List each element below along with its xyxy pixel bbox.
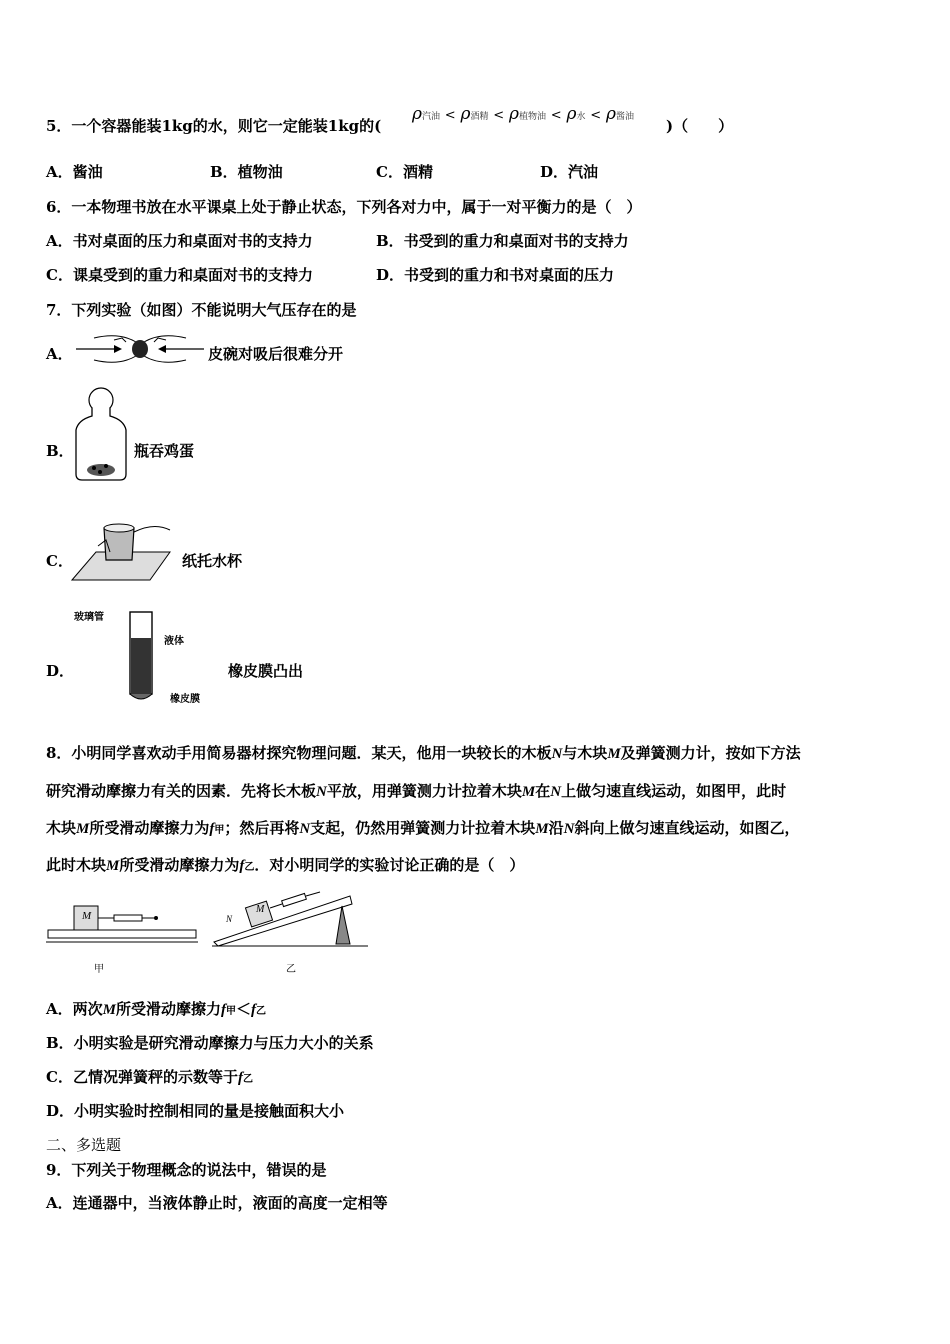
q6-option-c: C．课桌受到的重力和桌面对书的支持力 [46,266,313,284]
q5-stem-end: )（ ） [666,117,734,135]
paper-cup-figure [70,518,174,584]
glass-tube-figure [120,608,160,704]
q7-option-a-letter: A． [46,345,73,363]
board-n-label: N [226,914,233,924]
q5-option-d: D．汽油 [540,163,599,181]
q6-option-b: B．书受到的重力和桌面对书的支持力 [376,232,629,250]
glass-tube-label: 玻璃管 [74,612,104,623]
q7-option-d-text: 橡皮膜凸出 [228,662,304,680]
friction-figure-jia [44,890,200,980]
bottle-egg-figure [70,386,132,482]
block-m-label-jia: M [82,910,92,922]
q8-option-a: A．两次M所受滑动摩擦力f甲＜f乙 [46,1000,267,1018]
q8-line-3: 木块M所受滑动摩擦力为f甲；然后再将N支起，仍然用弹簧测力计拉着木块M沿N斜向上做匀速直线运动，如图乙， [46,819,800,837]
q7-option-b-text: 瓶吞鸡蛋 [134,442,195,460]
q8-option-c: C．乙情况弹簧秤的示数等于f乙 [46,1068,253,1086]
q5-stem: 5．一个容器能装1kg的水，则它一定能装1kg的( [46,117,382,135]
q7-stem: 7．下列实验（如图）不能说明大气压存在的是 [46,301,357,319]
q5-option-b: B．植物油 [210,163,283,181]
fig-jia-caption: 甲 [94,964,104,975]
section-title-multiple-choice: 二、多选题 [46,1136,122,1154]
block-m-label-yi: M [256,904,265,915]
q8-line-1: 8．小明同学喜欢动手用简易器材探究物理问题．某天，他用一块较长的木板N与木块M及弹簧测力计，按如下方法 [46,744,801,762]
q8-line-4: 此时木块M所受滑动摩擦力为f乙．对小明同学的实验讨论正确的是（ ） [46,856,525,874]
q7-option-d-letter: D． [46,662,75,680]
q8-option-b: B．小明实验是研究滑动摩擦力与压力大小的关系 [46,1034,374,1052]
rubber-film-label: 橡皮膜 [170,694,200,705]
fig-yi-caption: 乙 [286,964,296,975]
q7-option-c-text: 纸托水杯 [182,552,243,570]
q9-stem: 9．下列关于物理概念的说法中，错误的是 [46,1161,327,1179]
q7-option-a-text: 皮碗对吸后很难分开 [208,345,344,363]
q9-option-a: A．连通器中，当液体静止时，液面的高度一定相等 [46,1194,388,1212]
q6-option-d: D．书受到的重力和书对桌面的压力 [376,266,615,284]
q5-option-c: C．酒精 [376,163,433,181]
q5-density-formula: ρ汽油 < ρ酒精 < ρ植物油 < ρ水 < ρ酱油 [412,104,634,124]
q8-option-d: D．小明实验时控制相同的量是接触面积大小 [46,1102,345,1120]
q8-line-2: 研究滑动摩擦力有关的因素．先将长木板N平放，用弹簧测力计拉着木块M在N上做匀速直线运动，如图甲，此时 [46,782,787,800]
suction-cups-figure [74,328,206,370]
q7-option-c-letter: C． [46,552,73,570]
liquid-label: 液体 [164,636,184,647]
q6-stem: 6．一本物理书放在水平课桌上处于静止状态，下列各对力中，属于一对平衡力的是（ ） [46,198,642,216]
q7-option-b-letter: B． [46,442,74,460]
q5-option-a: A．酱油 [46,163,103,181]
q6-option-a: A．书对桌面的压力和桌面对书的支持力 [46,232,313,250]
